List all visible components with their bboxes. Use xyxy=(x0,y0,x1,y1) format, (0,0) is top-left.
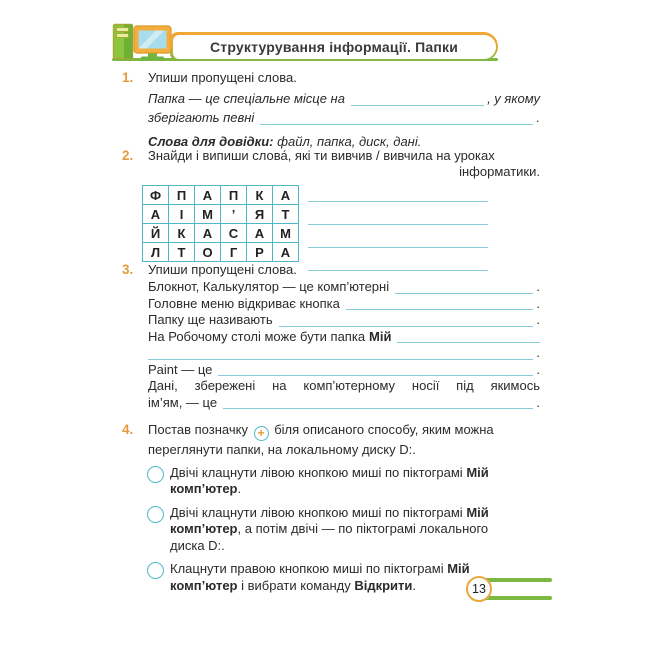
hint-words: файл, папка, диск, дані. xyxy=(277,134,422,149)
title-text: біля описаного способу, яким можна xyxy=(274,422,494,437)
fill-line xyxy=(148,296,540,313)
option-bold-text: Мій комп’ютер xyxy=(170,504,489,536)
grid-cell: Л xyxy=(143,243,169,262)
option-plain-text: Двічі клацнути лівою кнопкою миші по піктограмі xyxy=(170,464,467,480)
sentence-text: , у якому xyxy=(487,91,540,106)
task-title xyxy=(148,421,494,441)
sentence-text: На Робочому столі може бути папка xyxy=(148,328,366,344)
option-plain-text: . xyxy=(237,481,242,496)
computer-icon xyxy=(112,23,178,62)
fill-blank[interactable] xyxy=(397,342,540,343)
grid-cell: М xyxy=(273,224,299,243)
page-number-badge xyxy=(466,576,492,602)
fill-blank[interactable] xyxy=(395,293,533,294)
period: . xyxy=(536,295,540,311)
grid-cell: Т xyxy=(169,243,195,262)
fill-blank[interactable] xyxy=(346,309,534,310)
grid-cell: А xyxy=(247,224,273,243)
letter-grid xyxy=(142,185,299,262)
lesson-title-bar xyxy=(170,32,498,61)
option-text xyxy=(170,465,520,498)
sentence-text: Головне меню відкриває кнопка xyxy=(148,295,340,311)
grid-cell: Т xyxy=(273,205,299,224)
grid-cell: Р xyxy=(247,243,273,262)
fill-line xyxy=(148,89,540,108)
option-plain-text: , а потім двічі — по піктограмі локального диска D:. xyxy=(170,521,489,553)
grid-cell: О xyxy=(195,243,221,262)
plus-sign: + xyxy=(257,426,265,440)
fill-line xyxy=(148,279,540,296)
option-plain-text: Клацнути правою кнопкою миші по піктограмі xyxy=(170,561,448,576)
fill-line xyxy=(148,329,540,346)
task-number: 4. xyxy=(122,422,134,437)
sentence-text: Папка — це спеціальне місце на xyxy=(148,91,345,106)
task-number: 2. xyxy=(122,148,134,163)
lesson-title: Структурування інформації. Папки xyxy=(209,38,459,55)
grid-cell: К xyxy=(247,186,273,205)
period: . xyxy=(536,394,540,410)
page-number: 13 xyxy=(472,582,486,596)
sentence-text: Папку ще називають xyxy=(148,312,273,327)
circle-checkbox-icon[interactable] xyxy=(147,466,164,483)
task-title-continued: переглянути папки, на локальному диску D:. xyxy=(148,441,416,457)
period: . xyxy=(536,312,540,327)
task-2 xyxy=(122,148,540,271)
grid-cell: А xyxy=(195,186,221,205)
sentence-text: Paint — це xyxy=(148,361,213,377)
period: . xyxy=(536,279,540,294)
grid-cell: А xyxy=(273,243,299,262)
grid-cell: К xyxy=(169,224,195,243)
grid-cell: Й xyxy=(143,224,169,243)
option-plain-text: . xyxy=(412,577,417,593)
sentence-text: . xyxy=(536,110,540,125)
fill-blank[interactable] xyxy=(148,359,533,360)
grid-cell: А xyxy=(143,205,169,224)
grid-cell: І xyxy=(169,205,195,224)
circle-checkbox-icon[interactable] xyxy=(147,562,164,579)
grid-cell: Я xyxy=(247,205,273,224)
sentence-text: Дані, збережені на комп’ютерному носії під якимось xyxy=(148,378,540,393)
answer-line[interactable] xyxy=(308,225,488,248)
fill-line xyxy=(148,312,540,329)
task-title-continued: інформатики. xyxy=(459,164,540,179)
fill-blank[interactable] xyxy=(351,105,484,106)
task-3 xyxy=(122,261,540,411)
hint-label: Слова для довідки: xyxy=(148,134,274,149)
fill-line xyxy=(148,362,540,379)
answer-line[interactable] xyxy=(308,187,488,202)
period: . xyxy=(536,361,540,377)
fill-blank[interactable] xyxy=(218,375,533,376)
task-number: 1. xyxy=(122,70,134,85)
sentence-text: Блокнот, Калькулятор — це комп’ютерні xyxy=(148,279,390,294)
grid-cell: Г xyxy=(221,243,247,262)
task-title: Упиши пропущені слова. xyxy=(148,70,297,85)
fill-line xyxy=(148,395,540,412)
fill-blank[interactable] xyxy=(260,124,533,125)
plus-circle-icon xyxy=(254,426,269,441)
grid-cell: П xyxy=(169,186,195,205)
option-bold-text: Мій комп’ютер xyxy=(170,464,489,496)
title-text: Постав позначку xyxy=(148,422,248,437)
task-title: Знайди і випиши слова́, які ти вивчив / вивчила на уроках xyxy=(148,148,495,163)
option-text xyxy=(170,505,520,555)
fill-line xyxy=(148,345,540,362)
task-4 xyxy=(122,421,540,601)
answer-lines xyxy=(308,187,488,271)
answer-option xyxy=(148,505,540,555)
task-title: Упиши пропущені слова. xyxy=(148,262,297,277)
task-number: 3. xyxy=(122,262,134,277)
period: . xyxy=(536,345,540,360)
option-plain-text: і вибрати команду xyxy=(237,577,355,593)
grid-cell: А xyxy=(195,224,221,243)
grid-cell: С xyxy=(221,224,247,243)
sentence-text: зберігають певні xyxy=(148,110,255,125)
fill-blank[interactable] xyxy=(279,326,534,327)
answer-line[interactable] xyxy=(308,202,488,225)
bold-word: Мій xyxy=(369,328,392,344)
grid-cell: М xyxy=(195,205,221,224)
option-bold-text: Мій комп’ютер xyxy=(170,561,470,593)
grid-cell: А xyxy=(273,186,299,205)
grid-cell: Ф xyxy=(143,186,169,205)
t4-options xyxy=(148,465,540,595)
fill-blank[interactable] xyxy=(223,408,533,409)
grid-cell: ’ xyxy=(221,205,247,224)
grid-cell: П xyxy=(221,186,247,205)
circle-checkbox-icon[interactable] xyxy=(147,506,164,523)
sentence-text: ім’ям, — це xyxy=(148,394,218,410)
fill-line xyxy=(148,108,540,127)
answer-option xyxy=(148,465,540,498)
option-bold-text: Відкрити xyxy=(354,577,413,593)
option-plain-text: Двічі клацнути лівою кнопкою миші по піктограмі xyxy=(170,504,467,520)
task-1 xyxy=(122,70,540,151)
